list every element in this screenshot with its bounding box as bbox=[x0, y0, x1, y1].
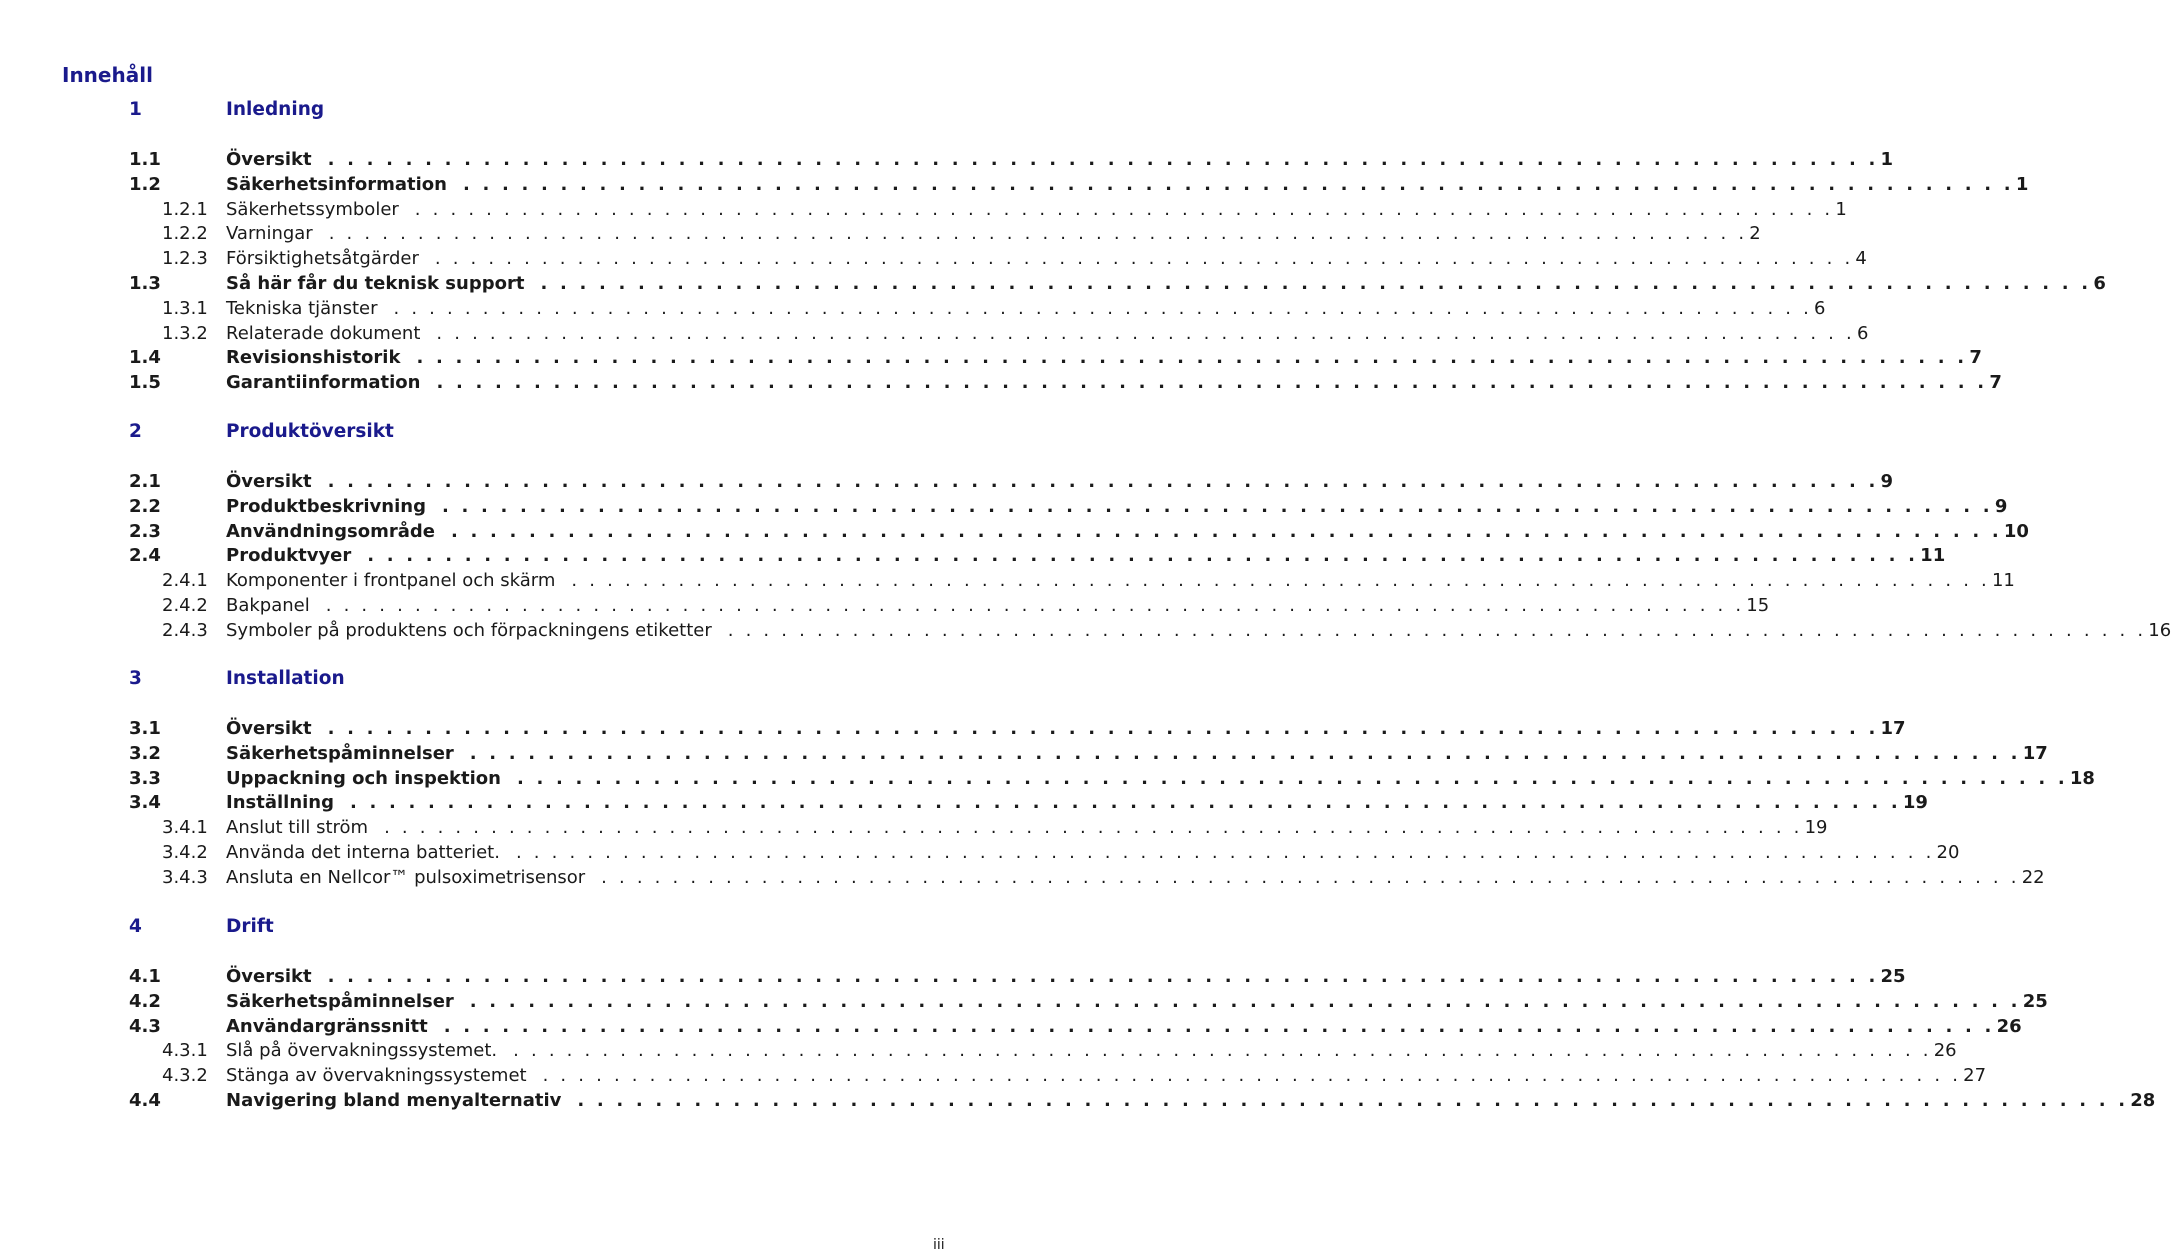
toc-entry-page: 15 bbox=[1746, 595, 1770, 616]
toc-entry-number: 4.2 bbox=[129, 990, 161, 1012]
toc-entry[interactable] bbox=[0, 543, 1946, 568]
toc-entry-title: Säkerhetspåminnelser bbox=[226, 742, 454, 764]
toc-entry[interactable] bbox=[0, 766, 2095, 791]
dot-leader: . . . . . . . . . . . . . . . . . . . . . . . . . . . . . . . . . . . . . . . . . . . . . . . . . . . . . . . . . . . . . . . . . . . . . . . . . . . . . . . . bbox=[327, 149, 1879, 170]
dot-leader: . . . . . . . . . . . . . . . . . . . . . . . . . . . . . . . . . . . . . . . . . . . . . . . . . . . . . . . . . . . . . . . . . . . . . . . . . . . . . . . . bbox=[436, 322, 1855, 344]
toc-entry-number: 1.2.1 bbox=[162, 198, 208, 220]
toc-entry[interactable] bbox=[0, 519, 2029, 544]
toc-entry[interactable] bbox=[0, 469, 1894, 494]
toc-entry-title: Säkerhetssymboler bbox=[226, 198, 399, 220]
toc-entry-number: 3.4 bbox=[129, 792, 161, 814]
toc-entry-number: 3.1 bbox=[129, 718, 161, 739]
toc-entry-title: Översikt bbox=[226, 718, 312, 739]
toc-entry-title: Översikt bbox=[226, 149, 312, 170]
toc-entry-page: 26 bbox=[1996, 1015, 2022, 1037]
toc-entry-page: 11 bbox=[1920, 545, 1946, 567]
toc-entry[interactable] bbox=[0, 568, 2015, 593]
toc-entry-number: 1.3.1 bbox=[162, 297, 208, 319]
toc-entry-page: 1 bbox=[2015, 173, 2029, 195]
toc-entry-page: 10 bbox=[2003, 520, 2029, 542]
chapter-heading[interactable] bbox=[0, 914, 960, 940]
toc-entry-page: 2 bbox=[1749, 223, 1761, 245]
toc-entry-title: Inställning bbox=[226, 792, 334, 814]
toc-entry-title: Säkerhetspåminnelser bbox=[226, 990, 454, 1012]
toc-entry[interactable] bbox=[0, 964, 1906, 989]
dot-leader: . . . . . . . . . . . . . . . . . . . . . . . . . . . . . . . . . . . . . . . . . . . . . . . . . . . . . . . . . . . . . . . . . . . . . . . . . . . . . . . . bbox=[327, 471, 1879, 492]
toc-entry-number: 4.3 bbox=[129, 1015, 161, 1037]
toc-entry-title: Uppackning och inspektion bbox=[226, 767, 501, 789]
toc-entry-number: 4.1 bbox=[129, 966, 161, 987]
toc-entry-page: 17 bbox=[2022, 742, 2048, 764]
toc-entry[interactable] bbox=[0, 1038, 1957, 1063]
toc-entry-page: 6 bbox=[2093, 273, 2106, 294]
chapter-title: Installation bbox=[226, 668, 345, 689]
dot-leader: . . . . . . . . . . . . . . . . . . . . . . . . . . . . . . . . . . . . . . . . . . . . . . . . . . . . . . . . . . . . . . . . . . . . . . . . . . . . . . . . bbox=[441, 495, 1993, 517]
toc-entry-title: Bakpanel bbox=[226, 595, 310, 616]
toc-entry-title: Så här får du teknisk support bbox=[226, 273, 525, 294]
toc-entry[interactable] bbox=[0, 296, 1826, 321]
dot-leader: . . . . . . . . . . . . . . . . . . . . . . . . . . . . . . . . . . . . . . . . . . . . . . . . . . . . . . . . . . . . . . . . . . . . . . . . . . . . . . . . bbox=[327, 718, 1879, 739]
toc-entry-title: Använda det interna batteriet. bbox=[226, 842, 500, 863]
chapter-title: Produktöversikt bbox=[226, 421, 394, 442]
toc-entry[interactable] bbox=[0, 221, 1761, 246]
toc-entry-number: 1.4 bbox=[129, 347, 161, 369]
toc-entry[interactable] bbox=[0, 593, 1770, 618]
dot-leader: . . . . . . . . . . . . . . . . . . . . . . . . . . . . . . . . . . . . . . . . . . . . . . . . . . . . . . . . . . . . . . . . . . . . . . . . . . . . . . . . bbox=[328, 223, 1748, 245]
dot-leader: . . . . . . . . . . . . . . . . . . . . . . . . . . . . . . . . . . . . . . . . . . . . . . . . . . . . . . . . . . . . . . . . . . . . . . . . . . . . . . . . bbox=[469, 742, 2021, 764]
chapter-number: 1 bbox=[129, 99, 142, 120]
toc-entry[interactable] bbox=[0, 840, 1960, 865]
toc-entry-title: Komponenter i frontpanel och skärm bbox=[226, 570, 556, 592]
toc-entry-page: 22 bbox=[2021, 866, 2045, 888]
toc-entry-page: 1 bbox=[1835, 198, 1847, 220]
dot-leader: . . . . . . . . . . . . . . . . . . . . . . . . . . . . . . . . . . . . . . . . . . . . . . . . . . . . . . . . . . . . . . . . . . . . . . . . . . . . . . . . bbox=[393, 297, 1813, 319]
toc-entry-page: 17 bbox=[1880, 718, 1906, 739]
toc-entry[interactable] bbox=[0, 716, 1906, 741]
toc-entry[interactable] bbox=[0, 370, 2002, 395]
toc-entry-title: Garantiinformation bbox=[226, 372, 421, 394]
toc-entry[interactable] bbox=[0, 815, 1828, 840]
toc-entry-page: 7 bbox=[1989, 372, 2002, 394]
chapter-heading[interactable] bbox=[0, 419, 960, 445]
toc-entry-number: 4.4 bbox=[129, 1090, 161, 1111]
toc-entry-number: 2.4.3 bbox=[162, 619, 208, 641]
toc-entry-title: Användargränssnitt bbox=[226, 1015, 428, 1037]
toc-entry-title: Anslut till ström bbox=[226, 817, 369, 839]
toc-entry[interactable] bbox=[0, 321, 1869, 346]
dot-leader: . . . . . . . . . . . . . . . . . . . . . . . . . . . . . . . . . . . . . . . . . . . . . . . . . . . . . . . . . . . . . . . . . . . . . . . . . . . . . . . . bbox=[601, 866, 2020, 888]
dot-leader: . . . . . . . . . . . . . . . . . . . . . . . . . . . . . . . . . . . . . . . . . . . . . . . . . . . . . . . . . . . . . . . . . . . . . . . . . . . . . . . . bbox=[367, 545, 1919, 567]
toc-entry-page: 26 bbox=[1933, 1040, 1957, 1062]
toc-entry-page: 27 bbox=[1963, 1065, 1987, 1087]
dot-leader: . . . . . . . . . . . . . . . . . . . . . . . . . . . . . . . . . . . . . . . . . . . . . . . . . . . . . . . . . . . . . . . . . . . . . . . . . . . . . . . . bbox=[577, 1090, 2129, 1111]
toc-entry-page: 9 bbox=[1880, 471, 1894, 492]
toc-entry-page: 4 bbox=[1855, 248, 1867, 270]
toc-entry-number: 1.2 bbox=[129, 173, 161, 195]
dot-leader: . . . . . . . . . . . . . . . . . . . . . . . . . . . . . . . . . . . . . . . . . . . . . . . . . . . . . . . . . . . . . . . . . . . . . . . . . . . . . . . . bbox=[384, 817, 1803, 839]
toc-entry[interactable] bbox=[0, 790, 1928, 815]
dot-leader: . . . . . . . . . . . . . . . . . . . . . . . . . . . . . . . . . . . . . . . . . . . . . . . . . . . . . . . . . . . . . . . . . . . . . . . . . . . . . . . . bbox=[416, 347, 1968, 369]
toc-entry-number: 1.2.2 bbox=[162, 223, 208, 245]
chapter-number: 3 bbox=[129, 668, 142, 689]
toc-entry-page: 6 bbox=[1856, 322, 1869, 344]
toc-heading: Innehåll bbox=[62, 63, 153, 87]
toc-entry[interactable] bbox=[0, 1063, 1987, 1088]
toc-entry[interactable] bbox=[0, 246, 1867, 271]
toc-entry-page: 11 bbox=[1991, 570, 2015, 592]
toc-entry-number: 1.5 bbox=[129, 372, 161, 394]
toc-entry-number: 3.2 bbox=[129, 742, 161, 764]
page-number: iii bbox=[933, 1237, 945, 1253]
toc-entry[interactable] bbox=[0, 618, 2171, 643]
toc-entry-number: 1.2.3 bbox=[162, 248, 208, 270]
toc-entry-title: Revisionshistorik bbox=[226, 347, 401, 369]
toc-entry-page: 20 bbox=[1936, 842, 1960, 863]
toc-entry-page: 18 bbox=[2069, 767, 2095, 789]
toc-entry-number: 2.2 bbox=[129, 495, 161, 517]
toc-entry-page: 1 bbox=[1880, 149, 1894, 170]
dot-leader: . . . . . . . . . . . . . . . . . . . . . . . . . . . . . . . . . . . . . . . . . . . . . . . . . . . . . . . . . . . . . . . . . . . . . . . . . . . . . . . . bbox=[325, 595, 1745, 616]
dot-leader: . . . . . . . . . . . . . . . . . . . . . . . . . . . . . . . . . . . . . . . . . . . . . . . . . . . . . . . . . . . . . . . . . . . . . . . . . . . . . . . . bbox=[434, 248, 1854, 270]
toc-entry-title: Produktvyer bbox=[226, 545, 352, 567]
toc-entry-page: 19 bbox=[1804, 817, 1828, 839]
dot-leader: . . . . . . . . . . . . . . . . . . . . . . . . . . . . . . . . . . . . . . . . . . . . . . . . . . . . . . . . . . . . . . . . . . . . . . . . . . . . . . . . bbox=[540, 273, 2092, 294]
chapter-title: Drift bbox=[226, 916, 274, 937]
toc-entry-title: Slå på övervakningssystemet. bbox=[226, 1040, 498, 1062]
toc-entry-page: 7 bbox=[1969, 347, 1982, 369]
toc-entry-number: 1.3 bbox=[129, 273, 161, 294]
toc-entry[interactable] bbox=[0, 1088, 2156, 1113]
dot-leader: . . . . . . . . . . . . . . . . . . . . . . . . . . . . . . . . . . . . . . . . . . . . . . . . . . . . . . . . . . . . . . . . . . . . . . . . . . . . . . . . bbox=[450, 520, 2002, 542]
dot-leader: . . . . . . . . . . . . . . . . . . . . . . . . . . . . . . . . . . . . . . . . . . . . . . . . . . . . . . . . . . . . . . . . . . . . . . . . . . . . . . . . bbox=[469, 990, 2021, 1012]
toc-entry-number: 2.4.2 bbox=[162, 595, 208, 616]
dot-leader: . . . . . . . . . . . . . . . . . . . . . . . . . . . . . . . . . . . . . . . . . . . . . . . . . . . . . . . . . . . . . . . . . . . . . . . . . . . . . . . . bbox=[414, 198, 1834, 220]
toc-entry-number: 1.3.2 bbox=[162, 322, 208, 344]
toc-entry-title: Ansluta en Nellcor™ pulsoximetrisensor bbox=[226, 866, 586, 888]
toc-entry-page: 6 bbox=[1814, 297, 1826, 319]
toc-entry[interactable] bbox=[0, 494, 2008, 519]
toc-entry-number: 3.4.2 bbox=[162, 842, 208, 863]
toc-entry[interactable] bbox=[0, 345, 1982, 370]
toc-entry[interactable] bbox=[0, 1014, 2022, 1039]
dot-leader: . . . . . . . . . . . . . . . . . . . . . . . . . . . . . . . . . . . . . . . . . . . . . . . . . . . . . . . . . . . . . . . . . . . . . . . . . . . . . . . . bbox=[516, 767, 2068, 789]
dot-leader: . . . . . . . . . . . . . . . . . . . . . . . . . . . . . . . . . . . . . . . . . . . . . . . . . . . . . . . . . . . . . . . . . . . . . . . . . . . . . . . . bbox=[727, 619, 2147, 641]
toc-entry-number: 1.1 bbox=[129, 149, 161, 170]
toc-entry-title: Stänga av övervakningssystemet bbox=[226, 1065, 527, 1087]
toc-entry-page: 28 bbox=[2130, 1090, 2156, 1111]
dot-leader: . . . . . . . . . . . . . . . . . . . . . . . . . . . . . . . . . . . . . . . . . . . . . . . . . . . . . . . . . . . . . . . . . . . . . . . . . . . . . . . . bbox=[436, 372, 1988, 394]
toc-entry[interactable] bbox=[0, 741, 2048, 766]
toc-entry-title: Tekniska tjänster bbox=[226, 297, 378, 319]
dot-leader: . . . . . . . . . . . . . . . . . . . . . . . . . . . . . . . . . . . . . . . . . . . . . . . . . . . . . . . . . . . . . . . . . . . . . . . . . . . . . . . . bbox=[327, 966, 1879, 987]
toc-entry-number: 2.4 bbox=[129, 545, 161, 567]
toc-entry-number: 2.1 bbox=[129, 471, 161, 492]
toc-entry-title: Användningsområde bbox=[226, 520, 435, 542]
toc-entry[interactable] bbox=[0, 147, 1894, 172]
dot-leader: . . . . . . . . . . . . . . . . . . . . . . . . . . . . . . . . . . . . . . . . . . . . . . . . . . . . . . . . . . . . . . . . . . . . . . . . . . . . . . . . bbox=[443, 1015, 1995, 1037]
toc-entry-number: 4.3.1 bbox=[162, 1040, 208, 1062]
toc-entry-page: 25 bbox=[2022, 990, 2048, 1012]
toc-entry-number: 3.4.3 bbox=[162, 866, 208, 888]
dot-leader: . . . . . . . . . . . . . . . . . . . . . . . . . . . . . . . . . . . . . . . . . . . . . . . . . . . . . . . . . . . . . . . . . . . . . . . . . . . . . . . . bbox=[462, 173, 2014, 195]
toc-entry-title: Säkerhetsinformation bbox=[226, 173, 447, 195]
toc-entry-number: 4.3.2 bbox=[162, 1065, 208, 1087]
toc-entry-title: Symboler på produktens och förpackningens etiketter bbox=[226, 619, 712, 641]
toc-entry[interactable] bbox=[0, 989, 2048, 1014]
toc-entry-number: 3.3 bbox=[129, 767, 161, 789]
toc-entry-title: Försiktighetsåtgärder bbox=[226, 248, 419, 270]
chapter-heading[interactable] bbox=[0, 97, 960, 123]
toc-entry-title: Navigering bland menyalternativ bbox=[226, 1090, 562, 1111]
dot-leader: . . . . . . . . . . . . . . . . . . . . . . . . . . . . . . . . . . . . . . . . . . . . . . . . . . . . . . . . . . . . . . . . . . . . . . . . . . . . . . . . bbox=[350, 792, 1901, 814]
chapter-number: 2 bbox=[129, 421, 142, 442]
chapter-title: Inledning bbox=[226, 99, 325, 120]
chapter-number: 4 bbox=[129, 916, 142, 937]
dot-leader: . . . . . . . . . . . . . . . . . . . . . . . . . . . . . . . . . . . . . . . . . . . . . . . . . . . . . . . . . . . . . . . . . . . . . . . . . . . . . . . . bbox=[513, 1040, 1932, 1062]
toc-entry-page: 9 bbox=[1994, 495, 2008, 517]
toc-entry-title: Produktbeskrivning bbox=[226, 495, 426, 517]
toc-entry[interactable] bbox=[0, 197, 1847, 222]
dot-leader: . . . . . . . . . . . . . . . . . . . . . . . . . . . . . . . . . . . . . . . . . . . . . . . . . . . . . . . . . . . . . . . . . . . . . . . . . . . . . . . . bbox=[571, 570, 1990, 592]
toc-entry[interactable] bbox=[0, 172, 2029, 197]
dot-leader: . . . . . . . . . . . . . . . . . . . . . . . . . . . . . . . . . . . . . . . . . . . . . . . . . . . . . . . . . . . . . . . . . . . . . . . . . . . . . . . . bbox=[515, 842, 1935, 863]
chapter-heading[interactable] bbox=[0, 666, 960, 692]
toc-entry-number: 2.3 bbox=[129, 520, 161, 542]
toc-entry[interactable] bbox=[0, 271, 2106, 296]
toc-entry-title: Relaterade dokument bbox=[226, 322, 421, 344]
dot-leader: . . . . . . . . . . . . . . . . . . . . . . . . . . . . . . . . . . . . . . . . . . . . . . . . . . . . . . . . . . . . . . . . . . . . . . . . . . . . . . . . bbox=[542, 1065, 1962, 1087]
toc-entry-title: Varningar bbox=[226, 223, 313, 245]
toc-entry-page: 16 bbox=[2148, 619, 2171, 641]
toc-entry-title: Översikt bbox=[226, 966, 312, 987]
toc-entry-number: 2.4.1 bbox=[162, 570, 208, 592]
toc-entry-page: 19 bbox=[1902, 792, 1928, 814]
toc-entry-number: 3.4.1 bbox=[162, 817, 208, 839]
toc-entry-title: Översikt bbox=[226, 471, 312, 492]
toc-entry[interactable] bbox=[0, 865, 2045, 890]
toc-entry-page: 25 bbox=[1880, 966, 1906, 987]
